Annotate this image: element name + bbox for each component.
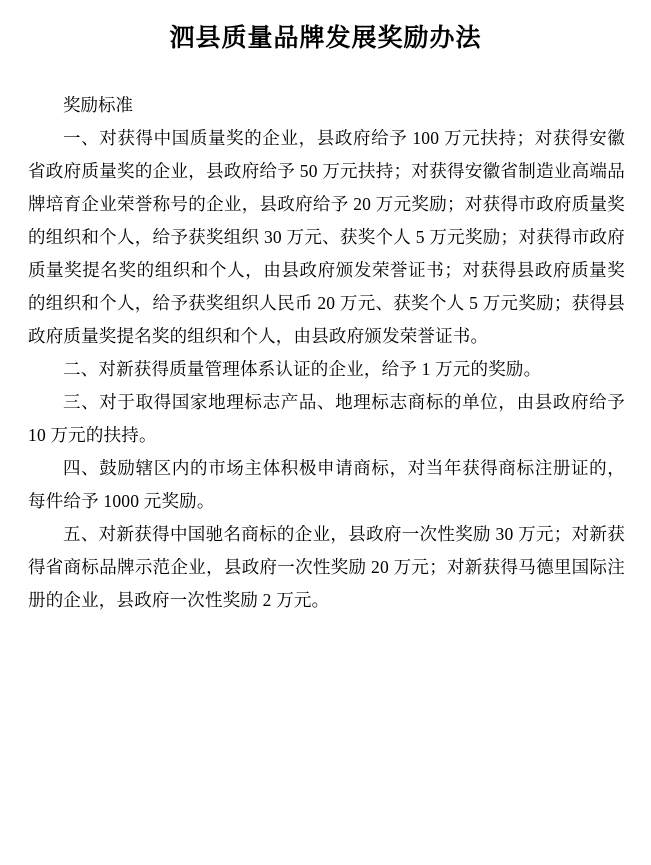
paragraph-1: 一、对获得中国质量奖的企业，县政府给予 100 万元扶持；对获得安徽省政府质量奖的企业，县政府给予 50 万元扶持；对获得安徽省制造业高端品牌培育企业荣誉称号的企业，县政府给予 20 万元奖励；对获得市政府质量奖的组织和个人，给予获奖组织 30 万元、获奖个人 5 万元奖励；对获得市政府质量奖提名奖的组织和个人，由县政府颁发荣誉证书；对获得县政府质量奖的组织和个人，给予获奖组织人民币 20 万元、获奖个人 5 万元奖励；获得县政府质量奖提名奖的组织和个人，由县政府颁发荣誉证书。: [28, 127, 625, 346]
page-title: 泗县质量品牌发展奖励办法: [169, 24, 482, 52]
paragraph-3: 三、对于取得国家地理标志产品、地理标志商标的单位，由县政府给予 10 万元的扶持。: [28, 391, 625, 445]
paragraph-5: 五、对新获得中国驰名商标的企业，县政府一次性奖励 30 万元；对新获得省商标品牌示范企业，县政府一次性奖励 20 万元；对新获得马德里国际注册的企业，县政府一次性奖励 2 万元。: [28, 523, 625, 610]
document-body: [0, 89, 651, 617]
paragraph-4: 四、鼓励辖区内的市场主体积极申请商标，对当年获得商标注册证的，每件给予 1000 元奖励。: [28, 457, 625, 511]
document-page: [0, 22, 651, 865]
paragraph-2: 二、对新获得质量管理体系认证的企业，给予 1 万元的奖励。: [63, 358, 542, 379]
section-heading: 奖励标准: [63, 94, 133, 115]
